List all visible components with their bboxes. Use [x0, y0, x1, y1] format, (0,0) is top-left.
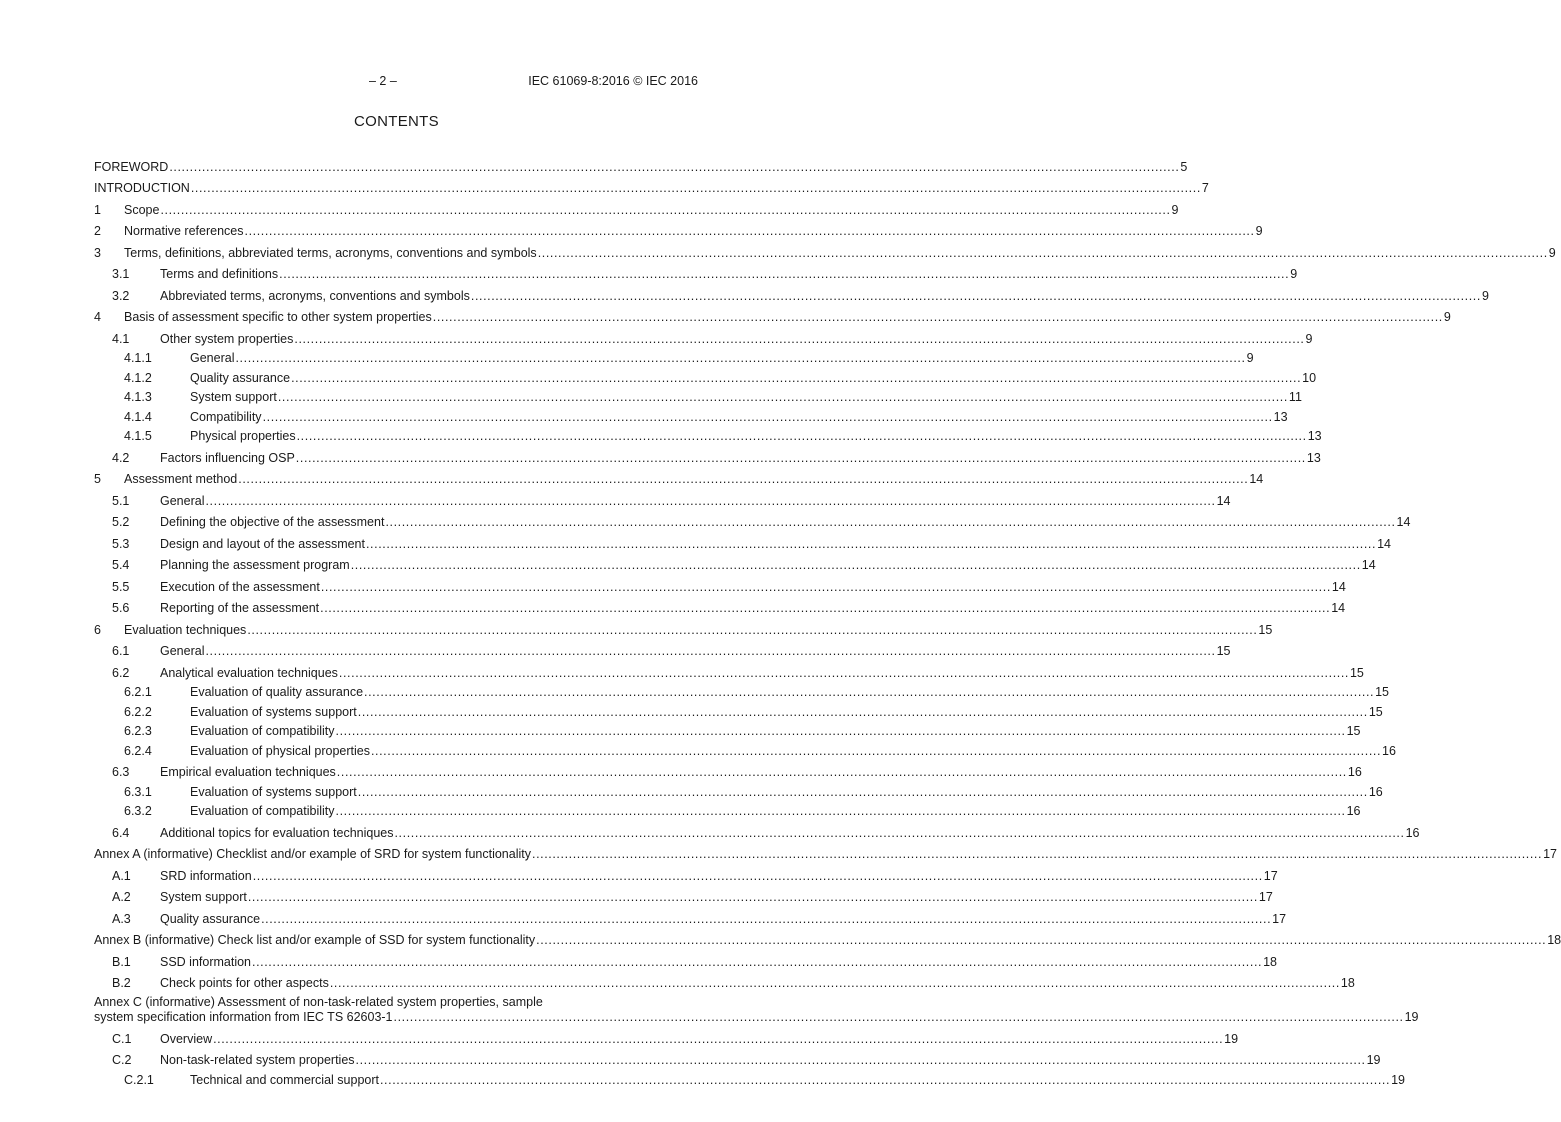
- toc-entry-page: 13: [1273, 409, 1288, 424]
- toc-entry-page: 15: [1368, 704, 1383, 719]
- toc-entry-number: 6: [94, 622, 101, 637]
- toc-entry[interactable]: [94, 1070, 1405, 1090]
- toc-entry-leader: [205, 644, 1215, 659]
- toc-entry-title: Annex A (informative) Checklist and/or example of SRD for system functionality: [94, 847, 531, 861]
- toc-entry[interactable]: [94, 929, 1561, 951]
- toc-entry-number: 5.6: [112, 601, 130, 615]
- toc-entry-number: 4.1.4: [124, 409, 152, 424]
- toc-entry-number: A.2: [112, 890, 131, 904]
- page-title: CONTENTS: [354, 113, 439, 130]
- toc-entry-leader: [351, 558, 1361, 573]
- toc-entry-page: 17: [1258, 890, 1273, 904]
- toc-entry-page: 19: [1404, 1010, 1419, 1024]
- toc-entry-title: Reporting of the assessment: [160, 601, 320, 615]
- toc-entry-number: 3.1: [112, 267, 130, 281]
- toc-entry-page: 5: [1180, 159, 1188, 174]
- toc-entry-number: 4.1: [112, 331, 130, 346]
- toc-entry-number: 5.5: [112, 579, 130, 594]
- toc-entry-leader: [358, 785, 1368, 800]
- toc-entry-page: 11: [1288, 390, 1302, 404]
- toc-entry-title: Terms and definitions: [160, 267, 279, 281]
- toc-entry[interactable]: [94, 821, 1420, 843]
- toc-entry-title: Normative references: [124, 224, 244, 238]
- toc-entry-leader: [358, 705, 1368, 720]
- toc-entry[interactable]: [94, 263, 1298, 285]
- toc-entry-number: 6.2: [112, 665, 130, 680]
- toc-entry-title: INTRODUCTION: [94, 181, 190, 195]
- toc-entry[interactable]: [94, 407, 1288, 427]
- toc-entry-title: Scope: [124, 202, 160, 217]
- toc-entry-title: SSD information: [160, 954, 252, 969]
- toc-entry-number: A.1: [112, 868, 131, 883]
- toc-entry-title: Non-task-related system properties: [160, 1053, 355, 1067]
- toc-entry[interactable]: [94, 575, 1346, 597]
- toc-entry-page: 9: [1548, 245, 1556, 260]
- toc-entry[interactable]: [94, 950, 1277, 972]
- toc-entry[interactable]: [94, 155, 1188, 177]
- toc-entry-number: C.1: [112, 1031, 132, 1046]
- toc-entry[interactable]: [94, 618, 1273, 640]
- toc-entry-page: 14: [1361, 558, 1376, 572]
- toc-entry[interactable]: [94, 972, 1355, 994]
- toc-entry-page: 18: [1547, 933, 1561, 947]
- toc-entry-page: 13: [1306, 450, 1321, 465]
- toc-entry[interactable]: [94, 1049, 1381, 1071]
- toc-entry-title: Technical and commercial support: [190, 1072, 379, 1087]
- toc-entry-leader: [213, 1032, 1223, 1047]
- toc-entry-number: 4.1.1: [124, 351, 152, 365]
- toc-entry-page: 17: [1263, 868, 1278, 883]
- toc-entry-page: 9: [1171, 202, 1179, 217]
- toc-entry-title-continued: system specification information from IEC TS 62603-1: [94, 1010, 393, 1024]
- toc-entry-page: 9: [1305, 331, 1313, 346]
- toc-entry[interactable]: [94, 782, 1383, 802]
- toc-entry[interactable]: [94, 1027, 1239, 1049]
- toc-entry-page: 16: [1368, 784, 1383, 799]
- toc-entry-number: 5.3: [112, 536, 130, 551]
- toc-entry-leader: [471, 289, 1481, 304]
- toc-entry[interactable]: [94, 802, 1361, 822]
- toc-entry-page: 16: [1346, 804, 1361, 818]
- toc-entry-page: 15: [1258, 622, 1273, 637]
- toc-entry-leader: [366, 537, 1376, 552]
- toc-entry-title: Basis of assessment specific to other system properties: [124, 310, 432, 324]
- toc-entry-leader: [296, 451, 1306, 466]
- toc-entry-number: 6.2.4: [124, 743, 152, 758]
- toc-entry-page: 16: [1347, 765, 1362, 779]
- toc-entry[interactable]: [94, 427, 1322, 447]
- toc-entry-leader: [279, 267, 1289, 282]
- toc-entry-title: Assessment method: [124, 472, 238, 486]
- toc-entry-number: 4.1.5: [124, 429, 152, 443]
- toc-entry[interactable]: [94, 177, 1209, 199]
- toc-entry-page: 18: [1340, 976, 1355, 990]
- toc-entry-number: 6.4: [112, 825, 130, 840]
- toc-entry-leader: [371, 744, 1381, 759]
- toc-entry-leader: [261, 912, 1271, 927]
- toc-entry-number: 1: [94, 202, 101, 217]
- toc-entry-title: Design and layout of the assessment: [160, 536, 365, 551]
- toc-entry[interactable]: [94, 741, 1396, 761]
- toc-entry-page: 14: [1396, 515, 1411, 529]
- toc-entry-title: General: [160, 493, 205, 508]
- toc-entry-number: A.3: [112, 911, 131, 926]
- toc-entry-page: 15: [1346, 724, 1361, 738]
- toc-entry-number: 5.2: [112, 515, 130, 529]
- toc-entry-number: 5.1: [112, 493, 130, 508]
- toc-entry[interactable]: [94, 993, 1419, 1027]
- toc-entry-page: 15: [1349, 665, 1364, 680]
- toc-entry-number: C.2: [112, 1053, 132, 1067]
- toc-entry[interactable]: [94, 220, 1263, 242]
- toc-entry[interactable]: [94, 683, 1390, 703]
- toc-entry-title: FOREWORD: [94, 159, 169, 174]
- toc-entry-number: 2: [94, 224, 101, 238]
- toc-entry-leader: [169, 160, 1179, 175]
- toc-entry-page: 14: [1377, 536, 1391, 551]
- toc-entry-leader: [337, 765, 1347, 780]
- toc-entry-number: 5: [94, 472, 101, 486]
- toc-entry[interactable]: [94, 306, 1451, 328]
- toc-entry-title: SRD information: [160, 868, 252, 883]
- toc-entry-page: 14: [1331, 601, 1346, 615]
- toc-entry-multiline: [94, 995, 1419, 1025]
- toc-entry-leader: [330, 976, 1340, 991]
- toc-entry-title: Terms, definitions, abbreviated terms, acronyms, conventions and symbols: [124, 245, 537, 260]
- toc-entry-leader: [380, 1073, 1390, 1088]
- toc-entry[interactable]: [94, 554, 1376, 576]
- toc-entry-leader: [336, 804, 1346, 819]
- toc-entry-number: 3: [94, 245, 101, 260]
- toc-entry-title: Check points for other aspects: [160, 976, 329, 990]
- toc-entry-page: 16: [1382, 743, 1396, 758]
- toc-entry-title: Quality assurance: [190, 370, 291, 385]
- toc-entry-title: Planning the assessment program: [160, 558, 350, 572]
- toc-entry-leader: [433, 310, 1443, 325]
- toc-entry[interactable]: [94, 284, 1489, 306]
- toc-entry-title: Analytical evaluation techniques: [160, 665, 338, 680]
- toc-entry-page: 19: [1366, 1053, 1381, 1067]
- toc-entry-number: 6.3: [112, 765, 130, 779]
- toc-entry-title: General: [160, 644, 205, 658]
- toc-entry-title: Other system properties: [160, 331, 294, 346]
- toc-entry-title: Execution of the assessment: [160, 579, 320, 594]
- toc-entry-leader: [205, 494, 1215, 509]
- toc-entry-title: Quality assurance: [160, 911, 261, 926]
- toc-entry-leader: [252, 955, 1262, 970]
- toc-entry-page: 17: [1543, 847, 1557, 861]
- toc-entry-leader: [538, 246, 1548, 261]
- toc-entry-number: 6.2.2: [124, 704, 152, 719]
- toc-entry-title: Factors influencing OSP: [160, 450, 295, 465]
- toc-entry-page: 14: [1216, 493, 1231, 508]
- toc-entry-title: Additional topics for evaluation techniques: [160, 825, 394, 840]
- toc-entry-leader: [247, 623, 1257, 638]
- toc-entry-number: 6.3.2: [124, 804, 152, 818]
- toc-entry-page: 19: [1224, 1031, 1239, 1046]
- toc-entry-page: 7: [1201, 181, 1209, 195]
- toc-entry-leader: [336, 724, 1346, 739]
- toc-entry-page: 14: [1249, 472, 1264, 486]
- toc-entry-number: B.2: [112, 976, 131, 990]
- toc-entry[interactable]: [94, 368, 1317, 388]
- toc-entry-title: Evaluation of physical properties: [190, 743, 370, 758]
- toc-entry-page: 10: [1302, 370, 1317, 385]
- toc-entry-title: Evaluation of quality assurance: [190, 685, 364, 699]
- toc-entry[interactable]: [94, 843, 1557, 865]
- toc-entry[interactable]: [94, 511, 1411, 533]
- toc-entry-page: 18: [1263, 954, 1277, 969]
- toc-entry-title: Empirical evaluation techniques: [160, 765, 336, 779]
- toc-entry-page: 16: [1405, 825, 1420, 840]
- toc-entry-number: C.2.1: [124, 1072, 154, 1087]
- toc-entry[interactable]: [94, 489, 1231, 511]
- toc-entry-leader: [245, 224, 1255, 239]
- toc-entry[interactable]: [94, 864, 1278, 886]
- toc-entry[interactable]: [94, 702, 1383, 722]
- toc-entry-leader: [238, 472, 1248, 487]
- toc-entry-number: 4.1.2: [124, 370, 152, 385]
- toc-entry-title: Evaluation of compatibility: [190, 724, 335, 738]
- toc-entry-title: Annex C (informative) Assessment of non-task-related system properties, sample: [94, 995, 543, 1009]
- toc-entry-number: 3.2: [112, 288, 130, 303]
- toc-entry-leader: [294, 332, 1304, 347]
- toc-entry[interactable]: [94, 349, 1254, 369]
- toc-entry-leader: [320, 601, 1330, 616]
- toc-entry-leader: [356, 1053, 1366, 1068]
- toc-entry-page: 14: [1331, 579, 1346, 594]
- document-reference: IEC 61069-8:2016 © IEC 2016: [528, 74, 698, 88]
- toc-entry-page: 9: [1290, 267, 1298, 281]
- toc-entry-title: Physical properties: [190, 429, 296, 443]
- toc-entry-number: 6.2.3: [124, 724, 152, 738]
- toc-entry-page: 9: [1443, 310, 1451, 324]
- toc-entry-leader: [394, 826, 1404, 841]
- toc-entry-title: Defining the objective of the assessment: [160, 515, 385, 529]
- toc-entry-leader: [532, 847, 1542, 862]
- toc-entry-title: Overview: [160, 1031, 213, 1046]
- toc-entry-leader: [253, 869, 1263, 884]
- page-header: [0, 74, 793, 94]
- toc-entry[interactable]: [94, 661, 1364, 683]
- toc-entry-leader: [235, 351, 1245, 366]
- toc-entry-leader: [321, 580, 1331, 595]
- toc-entry-page: 17: [1272, 911, 1287, 926]
- toc-entry-number: 5.4: [112, 558, 130, 572]
- toc-entry-number: 6.1: [112, 644, 130, 658]
- toc-entry[interactable]: [94, 907, 1287, 929]
- toc-entry-leader: [278, 390, 1288, 405]
- toc-entry[interactable]: [94, 468, 1264, 490]
- toc-entry-number: 4.2: [112, 450, 130, 465]
- toc-entry[interactable]: [94, 640, 1231, 662]
- toc-entry-number: 6.3.1: [124, 784, 152, 799]
- toc-entry-leader: [339, 666, 1349, 681]
- toc-entry-page: 9: [1246, 351, 1254, 365]
- toc-entry-number: 4: [94, 310, 101, 324]
- toc-entry-title: General: [190, 351, 235, 365]
- toc-entry[interactable]: [94, 198, 1179, 220]
- toc-entry-number: 4.1.3: [124, 390, 152, 404]
- toc-entry-number: B.1: [112, 954, 131, 969]
- toc-entry-page: 15: [1375, 685, 1390, 699]
- toc-entry-leader: [160, 203, 1170, 218]
- toc-entry-page: 9: [1255, 224, 1263, 238]
- table-of-contents: [94, 155, 1561, 1090]
- toc-entry[interactable]: [94, 597, 1346, 619]
- page-number: – 2 –: [369, 74, 397, 88]
- toc-entry-title: Evaluation of compatibility: [190, 804, 335, 818]
- toc-entry-page: 9: [1481, 288, 1489, 303]
- toc-entry-page: 15: [1216, 644, 1231, 658]
- toc-entry-title: Evaluation of systems support: [190, 784, 357, 799]
- toc-entry[interactable]: [94, 446, 1321, 468]
- toc-entry-leader: [394, 1010, 1404, 1025]
- toc-entry[interactable]: [94, 722, 1361, 742]
- toc-entry-title: Compatibility: [190, 409, 262, 424]
- toc-entry-leader: [536, 933, 1546, 948]
- toc-entry[interactable]: [94, 761, 1362, 783]
- toc-entry-title: Evaluation of systems support: [190, 704, 357, 719]
- toc-entry-title: Annex B (informative) Check list and/or example of SSD for system functionality: [94, 933, 536, 947]
- toc-entry[interactable]: [94, 388, 1302, 408]
- toc-entry-leader: [385, 515, 1395, 530]
- toc-entry-number: 6.2.1: [124, 685, 152, 699]
- toc-entry-leader: [191, 181, 1201, 196]
- toc-entry-leader: [291, 371, 1301, 386]
- toc-entry-leader: [248, 890, 1258, 905]
- toc-entry-leader: [297, 429, 1307, 444]
- toc-entry[interactable]: [94, 532, 1391, 554]
- toc-entry[interactable]: [94, 241, 1556, 263]
- toc-entry-line2: [94, 1010, 1419, 1025]
- toc-entry-page: 13: [1307, 429, 1322, 443]
- toc-entry-page: 19: [1391, 1072, 1405, 1087]
- toc-entry-title: Abbreviated terms, acronyms, conventions and symbols: [160, 288, 470, 303]
- toc-entry-title: System support: [190, 390, 277, 404]
- toc-entry[interactable]: [94, 886, 1273, 908]
- toc-entry[interactable]: [94, 327, 1313, 349]
- toc-entry-title: System support: [160, 890, 247, 904]
- toc-entry-title: Evaluation techniques: [124, 622, 247, 637]
- toc-entry-leader: [364, 685, 1374, 700]
- toc-entry-leader: [263, 410, 1273, 425]
